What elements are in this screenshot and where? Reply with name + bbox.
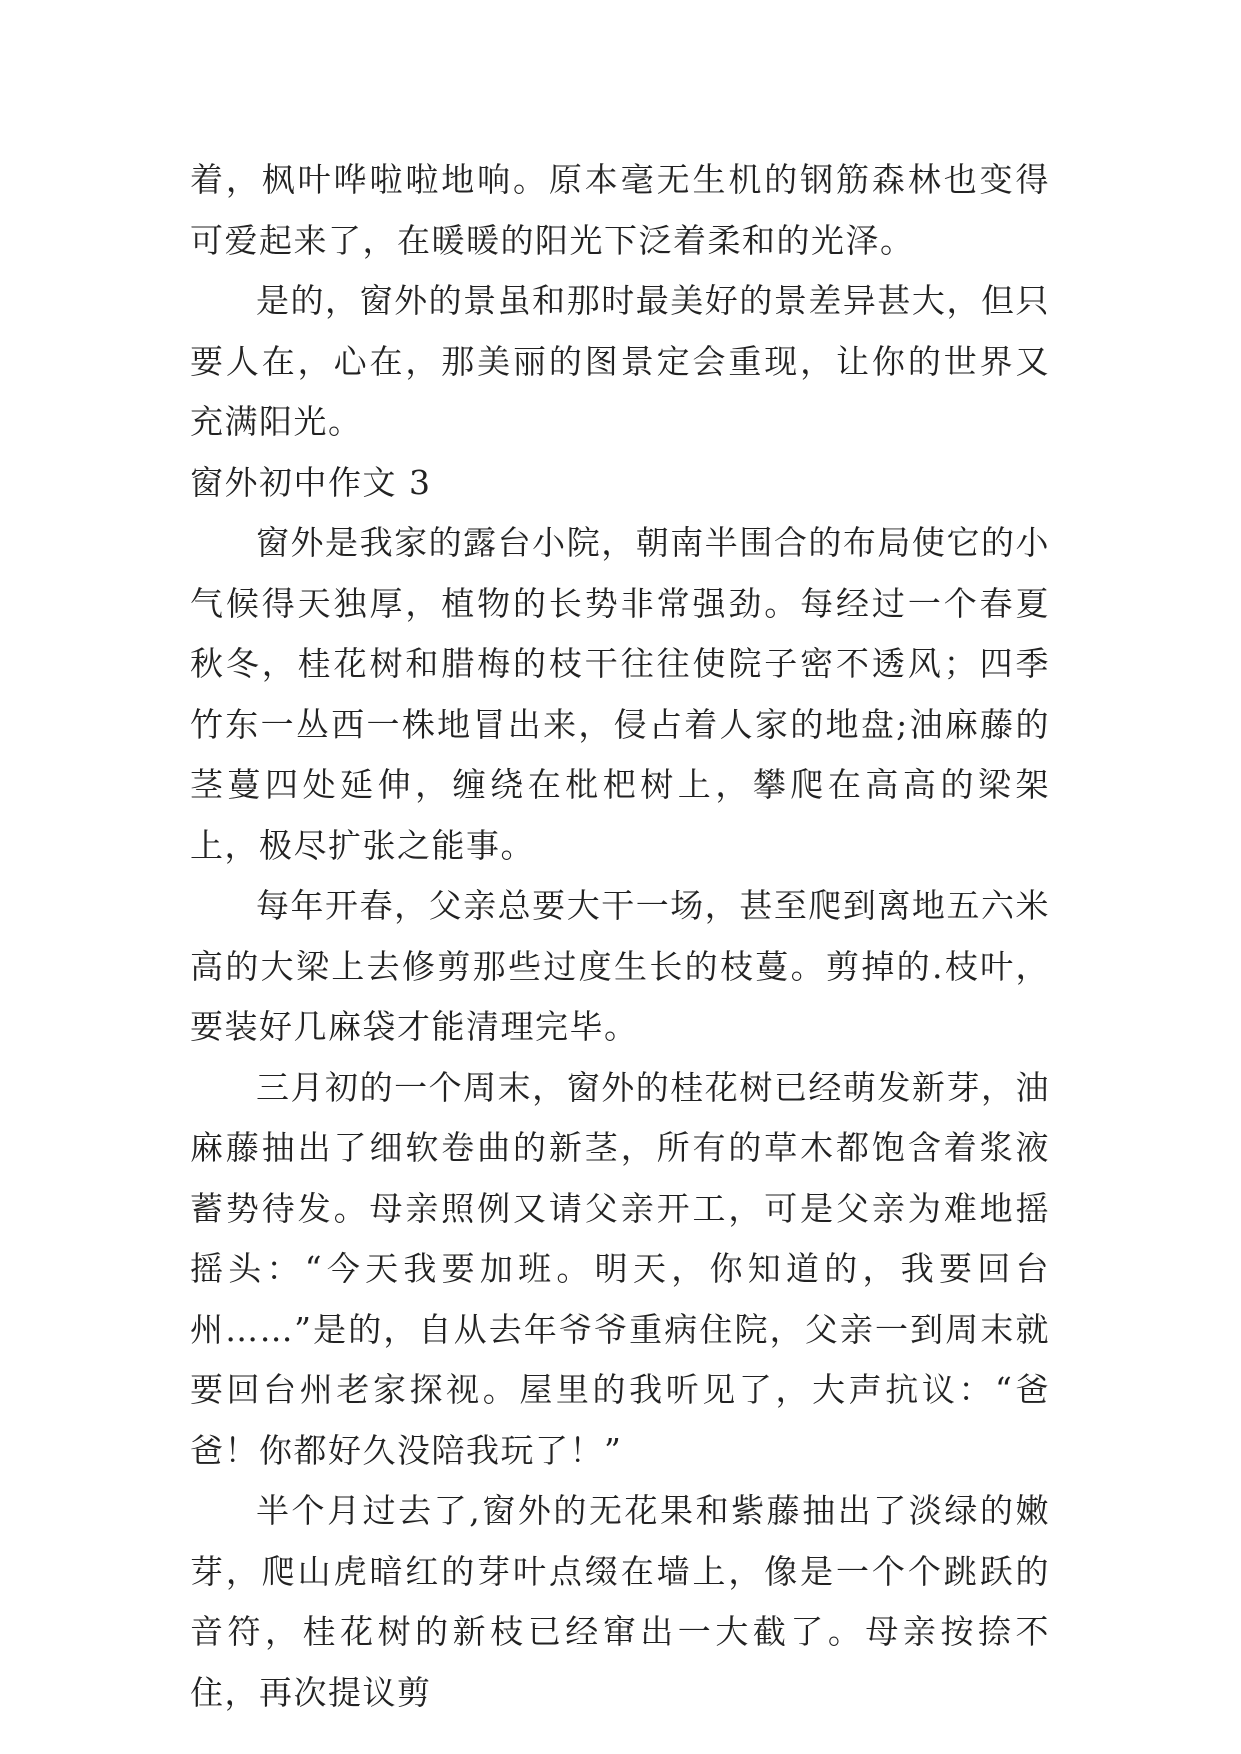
- paragraph-pruning: 每年开春，父亲总要大干一场，甚至爬到离地五六米高的大梁上去修剪那些过度生长的枝蔓。剪掉的.枝叶，要装好几麻袋才能清理完毕。: [190, 886, 1050, 1046]
- paragraph-conclusion: 是的，窗外的景虽和那时最美好的景差异甚大，但只要人在，心在，那美丽的图景定会重现，让你的世界又充满阳光。: [190, 281, 1050, 441]
- paragraph-continued: 着，枫叶哗啦啦地响。原本毫无生机的钢筋森林也变得可爱起来了，在暖暖的阳光下泛着柔和的光泽。: [190, 160, 1050, 260]
- paragraph-courtyard: 窗外是我家的露台小院，朝南半围合的布局使它的小气候得天独厚，植物的长势非常强劲。每经过一个春夏秋冬，桂花树和腊梅的枝干往往使院子密不透风；四季竹东一丛西一株地冒出来，侵占着人家的地盘;油麻藤的茎蔓四处延伸，缠绕在枇杷树上，攀爬在高高的梁架上，极尽扩张之能事。: [190, 523, 1050, 865]
- paragraph-march-weekend: 三月初的一个周末，窗外的桂花树已经萌发新芽，油麻藤抽出了细软卷曲的新茎，所有的草木都饱含着浆液蓄势待发。母亲照例又请父亲开工，可是父亲为难地摇摇头：“今天我要加班。明天，你知道的，我要回台州……”是的，自从去年爷爷重病住院，父亲一到周末就要回台州老家探视。屋里的我听见了，大声抗议：“爸爸！你都好久没陪我玩了！”: [190, 1067, 1050, 1470]
- document-body: [190, 150, 1050, 1723]
- paragraph-half-month: 半个月过去了,窗外的无花果和紫藤抽出了淡绿的嫩芽，爬山虎暗红的芽叶点缀在墙上，像是一个个跳跃的音符，桂花树的新枝已经窜出一大截了。母亲按捺不住，再次提议剪: [190, 1491, 1050, 1712]
- section-heading: 窗外初中作文 3: [190, 462, 432, 502]
